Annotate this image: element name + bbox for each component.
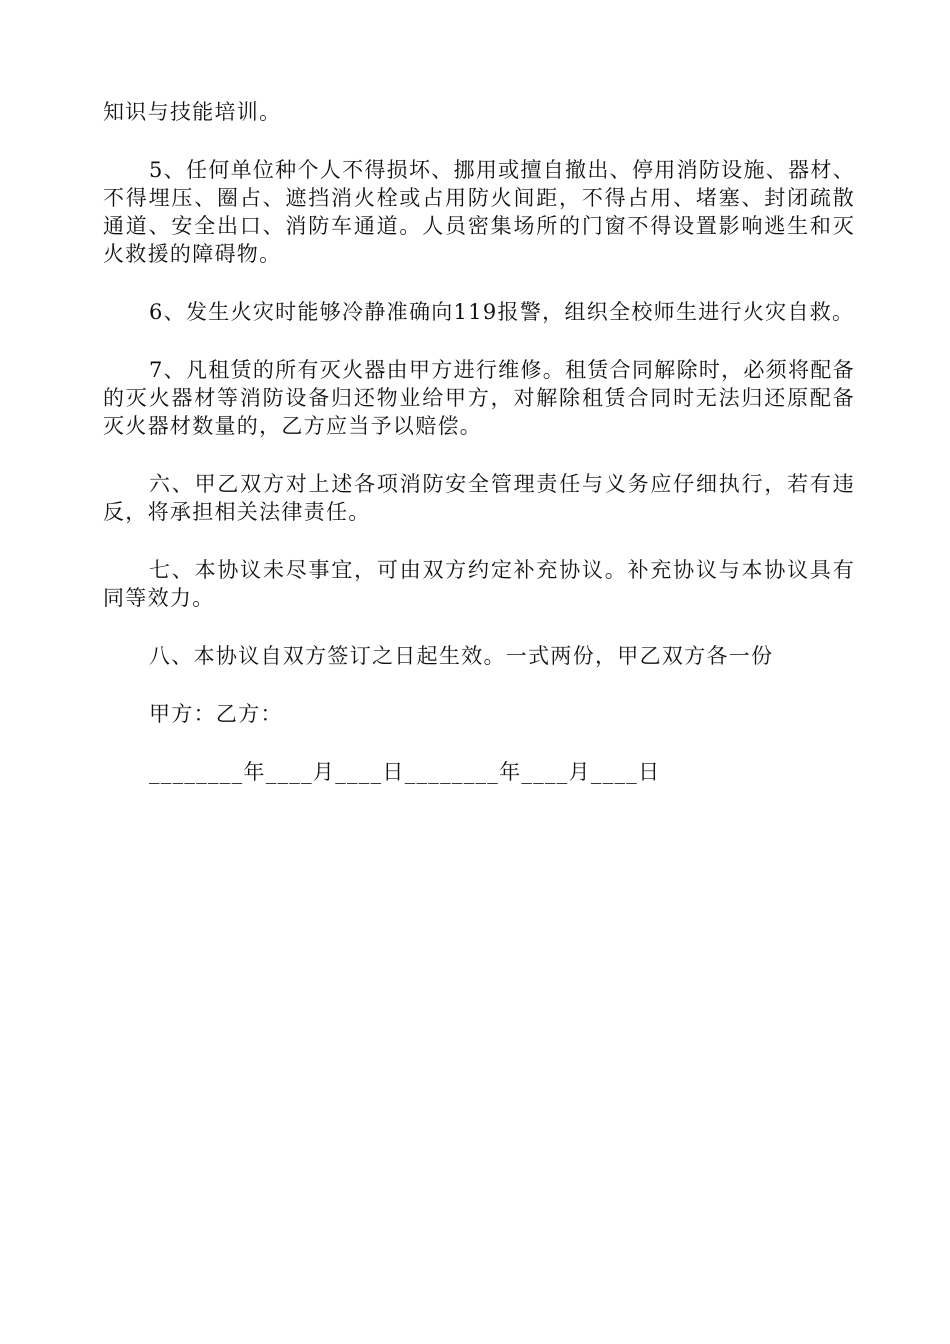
party-signature-labels: 甲方：乙方： xyxy=(149,702,283,726)
signature-date-line: ________年____月____日________年____月____日 xyxy=(149,760,661,784)
paragraph-item-6: 6、发生火灾时能够冷静准确向119报警，组织全校师生进行火灾自救。 xyxy=(149,300,855,324)
paragraph-clause-6: 六、甲乙双方对上述各项消防安全管理责任与义务应仔细执行，若有违反，将承担相关法律责任。 xyxy=(103,472,855,524)
document-body xyxy=(103,98,855,786)
paragraph-training-continuation: 知识与技能培训。 xyxy=(103,100,282,124)
paragraph-clause-8: 八、本协议自双方签订之日起生效。一式两份，甲乙双方各一份 xyxy=(149,644,774,668)
paragraph-item-5: 5、任何单位种个人不得损坏、挪用或擅自撤出、停用消防设施、器材、不得埋压、圈占、遮挡消火栓或占用防火间距，不得占用、堵塞、封闭疏散通道、安全出口、消防车通道。人员密集场所的门窗不得设置影响逃生和灭火救援的障碍物。 xyxy=(103,158,855,266)
paragraph-clause-7: 七、本协议未尽事宜，可由双方约定补充协议。补充协议与本协议具有同等效力。 xyxy=(103,558,855,610)
paragraph-item-7: 7、凡租赁的所有灭火器由甲方进行维修。租赁合同解除时，必须将配备的灭火器材等消防设备归还物业给甲方，对解除租赁合同时无法归还原配备灭火器材数量的，乙方应当予以赔偿。 xyxy=(103,358,855,438)
